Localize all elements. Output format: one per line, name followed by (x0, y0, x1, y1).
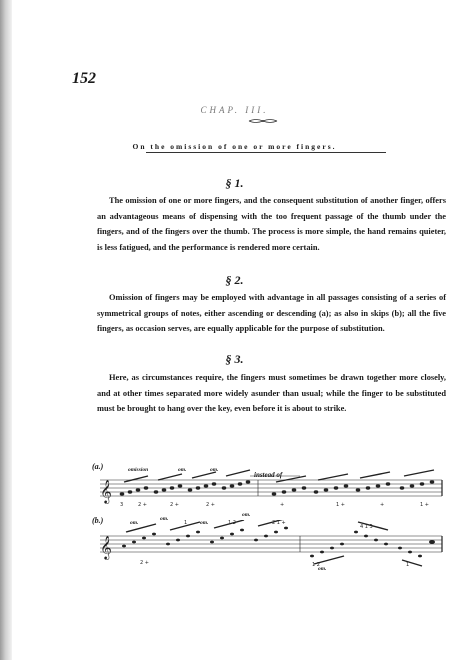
svg-text:+: + (380, 502, 385, 508)
music-staff-b (90, 520, 450, 570)
ornament-divider (248, 118, 278, 124)
paragraph-mark-2: § 2. (225, 273, 244, 287)
paragraph-2-text: Omission of fingers may be employed with advantage in all passages consisting of a series of symmetrical groups of notes, either ascending or descending (a); as also in skips (b); all the five fingers, as occasion serves, are equally applicable for the purpose of substitution. (97, 293, 446, 333)
example-b-annotation-om-5: om. (318, 566, 327, 572)
paragraph-3 (97, 370, 446, 417)
svg-text:𝄞: 𝄞 (100, 535, 112, 559)
paragraph-1-text: The omission of one or more fingers, and the consequent substitution of another finger, offers an advantageous means of dispensing with the too frequent passage of the thumb under the fingers, and of the fingers over the thumb. The process is more simple, the hand remains quieter, is less fatigued, and the performance is rendered more certain. (97, 196, 446, 252)
svg-text:1: 1 (406, 562, 410, 568)
example-b-label: (b.) (92, 516, 104, 525)
example-a-label: (a.) (92, 462, 104, 471)
svg-text:+: + (280, 502, 285, 508)
svg-text:1: 1 (184, 520, 188, 526)
chapter-title: CHAP. III. (200, 105, 269, 115)
paragraph-1 (97, 193, 446, 255)
example-b-annotation-om-1: om. (130, 520, 139, 526)
example-a-annotation-instead-of: instead of (254, 471, 283, 479)
example-a-annotation-omission: omission (128, 467, 149, 473)
svg-text:1 +: 1 + (336, 502, 345, 508)
example-b-annotation-om-2: om. (160, 516, 169, 522)
svg-text:1 2: 1 2 (228, 520, 236, 526)
svg-text:2 +: 2 + (138, 502, 147, 508)
svg-text:2 +: 2 + (206, 502, 215, 508)
page-number: 152 (72, 70, 96, 87)
svg-text:1 2: 1 2 (312, 562, 320, 568)
paragraph-mark-3: § 3. (225, 352, 244, 366)
svg-text:4 1 3: 4 1 3 (360, 524, 373, 530)
svg-text:2 +: 2 + (170, 502, 179, 508)
svg-text:2 1 +: 2 1 + (272, 520, 286, 526)
page-spine-shadow (0, 0, 12, 660)
svg-text:3: 3 (120, 502, 124, 508)
section-title: On the omission of one or more fingers. (132, 142, 337, 151)
paragraph-2 (97, 290, 446, 337)
paragraph-3-text: Here, as circumstances require, the fingers must sometimes be drawn together more closely, and at other times separated more widely asunder than usual; while the finger to be substituted must be brought to hang over the key, even before it is about to strike. (97, 373, 446, 413)
example-a-annotation-om-2: om. (210, 467, 219, 473)
svg-text:𝄞: 𝄞 (100, 479, 112, 503)
example-b-annotation-om-3: om. (200, 520, 209, 526)
svg-text:2 +: 2 + (140, 560, 149, 566)
paragraph-mark-1: § 1. (225, 176, 244, 190)
example-a-annotation-om-1: om. (178, 467, 187, 473)
example-b-annotation-om-4: om. (242, 512, 251, 518)
section-rule (146, 152, 386, 153)
svg-text:1 +: 1 + (420, 502, 429, 508)
